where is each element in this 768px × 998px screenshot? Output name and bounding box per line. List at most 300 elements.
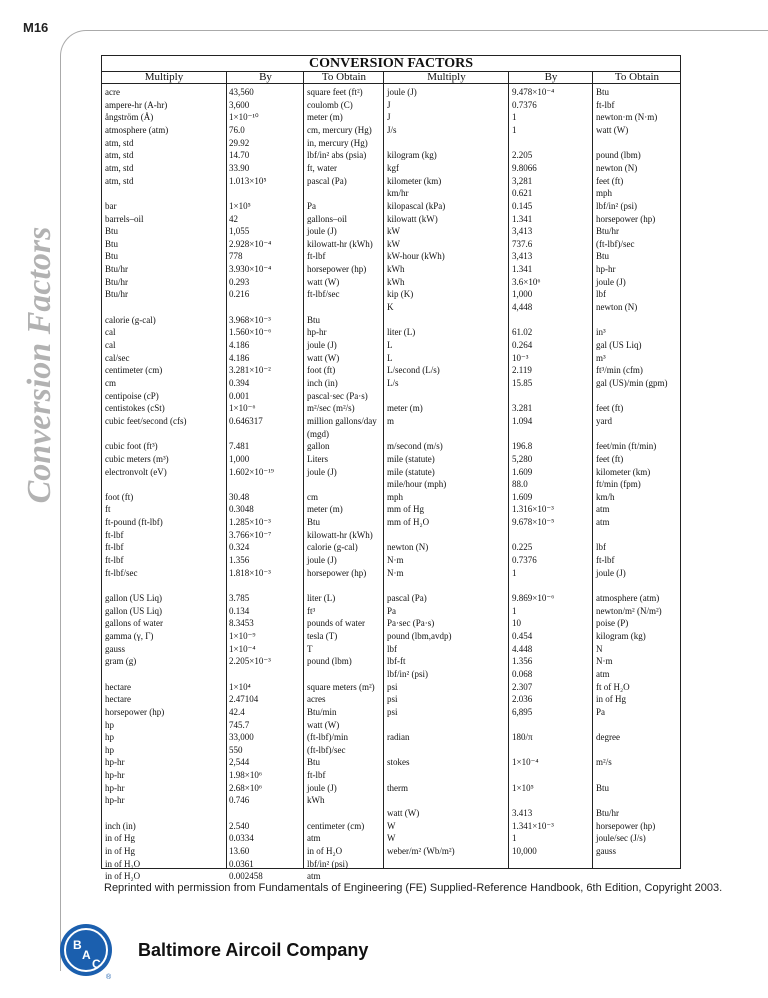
table-cell: mile (statute) xyxy=(387,466,435,477)
table-cell: 4.448 xyxy=(512,643,533,654)
table-cell: ft³/min (cfm) xyxy=(596,365,643,376)
table-cell: N·m xyxy=(387,555,404,566)
table-cell: kip (K) xyxy=(387,289,414,300)
table-cell: 0.324 xyxy=(229,542,250,553)
table-cell: barrels–oil xyxy=(105,213,144,224)
table-cell: ft-lbf xyxy=(105,555,124,566)
table-cell: 1.285×10⁻³ xyxy=(229,517,271,528)
page-number: M16 xyxy=(23,20,49,35)
table-cell: in, mercury (Hg) xyxy=(307,137,368,148)
table-cell: N xyxy=(596,643,603,654)
table-cell: kilowatt-hr (kWh) xyxy=(307,238,373,249)
table-cell: 29.92 xyxy=(229,137,250,148)
table-cell: 2.205×10⁻³ xyxy=(229,656,271,667)
table-cell: joule/sec (J/s) xyxy=(596,833,646,844)
table-cell: pascal (Pa) xyxy=(307,175,347,186)
table-cell: N·m xyxy=(596,656,613,667)
table-cell: cm xyxy=(307,491,318,502)
table-cell: feet/min (ft/min) xyxy=(596,441,657,452)
table-cell: (ft-lbf)/min xyxy=(307,732,348,743)
table-cell: 61.02 xyxy=(512,327,533,338)
table-cell: atm xyxy=(596,504,610,515)
table-cell: in of Hg xyxy=(596,694,626,705)
table-cell: Btu xyxy=(596,782,610,793)
table-cell: foot (ft) xyxy=(105,491,134,502)
table-cell: 0.621 xyxy=(512,188,533,199)
table-title: CONVERSION FACTORS xyxy=(102,56,680,72)
table-cell: gallon (US Liq) xyxy=(105,593,162,603)
table-cell: J/s xyxy=(387,124,397,135)
table-cell: horsepower (hp) xyxy=(307,567,367,578)
table-cell: 1×10⁴ xyxy=(229,681,251,692)
table-cell: inch (in) xyxy=(105,820,136,831)
table-cell: horsepower (hp) xyxy=(307,264,367,275)
header-multiply-left: Multiply xyxy=(102,71,226,84)
table-cell: pascal (Pa) xyxy=(387,593,427,603)
table-cell: Pa xyxy=(387,605,396,616)
table-cell: 1,000 xyxy=(229,453,250,464)
table-cell: 1×10⁵ xyxy=(512,782,534,793)
table-cell: 0.7376 xyxy=(512,99,537,110)
table-cell: gallon xyxy=(307,441,330,452)
table-cell: ampere-hr (A-hr) xyxy=(105,99,168,110)
table-cell: m xyxy=(387,415,395,426)
table-cell: 0.001 xyxy=(229,390,250,401)
table-cell: 1.341 xyxy=(512,264,533,275)
table-cell: Btu/hr xyxy=(105,289,129,300)
table-cell: tesla (T) xyxy=(307,630,338,641)
table-cell: 1.341×10⁻³ xyxy=(512,820,554,831)
table-cell: Btu/hr xyxy=(596,808,620,819)
table-cell: centimeter (cm) xyxy=(307,820,365,831)
table-cell: 0.0361 xyxy=(229,858,254,869)
table-cell: cal xyxy=(105,340,116,350)
table-cell: in³ xyxy=(596,327,606,338)
table-cell: 88.0 xyxy=(512,479,528,490)
table-cell: atm, std xyxy=(105,175,134,186)
table-cell: 3.785 xyxy=(229,593,250,603)
table-cell: Btu xyxy=(105,238,119,249)
table-cell: 1×10⁻¹⁰ xyxy=(229,112,259,123)
table-cell: kilometer (km) xyxy=(596,466,651,477)
table-cell: 2.036 xyxy=(512,694,533,705)
table-cell: kilogram (kg) xyxy=(596,630,646,641)
table-cell: pound (lbm,avdp) xyxy=(387,630,452,641)
logo-letter-a: A xyxy=(82,948,91,962)
table-cell: J xyxy=(387,99,391,110)
logo-letter-b: B xyxy=(73,938,82,952)
table-cell: (mgd) xyxy=(307,428,329,439)
table-cell: psi xyxy=(387,706,398,717)
table-cell: square feet (ft²) xyxy=(307,87,363,97)
table-cell: 76.0 xyxy=(229,124,245,135)
header-multiply-right: Multiply xyxy=(383,71,509,84)
table-cell: Btu xyxy=(105,251,119,262)
side-title: Conversion Factors xyxy=(21,226,58,504)
table-cell: atm xyxy=(307,871,321,882)
table-cell: 1.609 xyxy=(512,466,533,477)
table-cell: 745.7 xyxy=(229,719,250,730)
table-cell: liter (L) xyxy=(387,327,416,338)
table-cell: hectare xyxy=(105,694,131,705)
table-cell: joule (J) xyxy=(596,276,626,287)
table-cell: in of H₂O xyxy=(105,871,141,882)
table-cell: atmosphere (atm) xyxy=(105,124,169,135)
table-cell: watt (W) xyxy=(596,124,629,135)
table-cell: Btu xyxy=(307,517,321,528)
table-cell: calorie (g-cal) xyxy=(307,542,358,553)
table-cell: lbf-ft xyxy=(387,656,406,667)
table-cell: degree xyxy=(596,732,620,743)
table-cell: watt (W) xyxy=(307,719,340,730)
table-cell: cal xyxy=(105,327,116,338)
table-cell: hp xyxy=(105,732,114,743)
table-cell: therm xyxy=(387,782,408,793)
table-cell: m/second (m/s) xyxy=(387,441,443,452)
table-cell: 9.8066 xyxy=(512,162,537,173)
table-cell: (ft-lbf)/sec xyxy=(307,744,346,755)
table-cell: hp-hr xyxy=(105,795,125,806)
table-cell: foot (ft) xyxy=(307,365,336,376)
table-cell: 1.013×10⁵ xyxy=(229,175,267,186)
table-cell: 1 xyxy=(512,833,517,844)
table-cell: atmosphere (atm) xyxy=(596,593,660,603)
table-cell: 0.068 xyxy=(512,668,533,679)
table-cell: newton (N) xyxy=(387,542,429,553)
table-cell: newton/m² (N/m²) xyxy=(596,605,662,616)
table-cell: Btu xyxy=(596,87,610,97)
table-cell: 1.98×10⁶ xyxy=(229,770,262,781)
table-cell: 0.002458 xyxy=(229,871,263,882)
table-cell: radian xyxy=(387,732,410,743)
table-cell: 3.281 xyxy=(512,403,533,414)
table-cell: gauss xyxy=(596,846,616,856)
table-cell: mile (statute) xyxy=(387,453,435,464)
table-cell: 33.90 xyxy=(229,162,250,173)
table-cell: W xyxy=(387,833,396,844)
table-cell: cm xyxy=(105,377,116,388)
table-cell: ft-lbf/sec xyxy=(307,289,340,300)
table-cell: gauss xyxy=(105,643,125,654)
table-cell: 0.394 xyxy=(229,377,250,388)
table-cell: pound (lbm) xyxy=(596,150,641,161)
table-cell: 0.225 xyxy=(512,542,533,553)
table-cell: lbf xyxy=(596,289,606,300)
table-cell: 1.094 xyxy=(512,415,533,426)
table-cell: J xyxy=(387,112,391,123)
table-cell: mile/hour (mph) xyxy=(387,479,447,490)
table-cell: newton·m (N·m) xyxy=(596,112,658,123)
table-cell: mm of H₂O xyxy=(387,517,430,528)
logo-letter-c: C xyxy=(92,957,101,971)
table-cell: 42.4 xyxy=(229,706,245,717)
table-cell: 1.356 xyxy=(512,656,533,667)
table-cell: lbf xyxy=(596,542,606,553)
table-cell: pascal·sec (Pa·s) xyxy=(307,390,368,401)
table-cell: gallons–oil xyxy=(307,213,347,224)
table-cell: 1×10⁻⁶ xyxy=(229,403,256,414)
table-cell: kWh xyxy=(307,795,325,806)
table-cell: 9.869×10⁻⁶ xyxy=(512,593,555,603)
table-cell: ft-pound (ft-lbf) xyxy=(105,517,163,528)
table-cell: m²/s xyxy=(596,757,612,768)
table-cell: 1.602×10⁻¹⁹ xyxy=(229,466,274,477)
table-cell: 9.478×10⁻⁴ xyxy=(512,87,555,97)
table-cell: 4,448 xyxy=(512,302,533,313)
table-cell: 1.356 xyxy=(229,555,250,566)
table-cell: 1 xyxy=(512,605,517,616)
table-cell: L/second (L/s) xyxy=(387,365,440,376)
table-cell: 0.264 xyxy=(512,340,533,350)
table-cell: km/hr xyxy=(387,188,409,199)
header-obtain-left: To Obtain xyxy=(303,71,384,84)
table-cell: 2.68×10⁶ xyxy=(229,782,262,793)
table-cell: 2.119 xyxy=(512,365,532,376)
table-cell: pounds of water xyxy=(307,618,365,629)
table-cell: 1.341 xyxy=(512,213,533,224)
table-cell: acres xyxy=(307,694,326,705)
table-cell: 1.609 xyxy=(512,491,533,502)
table-cell: calorie (g-cal) xyxy=(105,314,156,325)
table-cell: 550 xyxy=(229,744,243,755)
table-cell: 1×10⁻⁴ xyxy=(512,757,539,768)
table-cell: kW xyxy=(387,226,400,237)
table-cell: 3.968×10⁻³ xyxy=(229,314,271,325)
table-cell: cubic meters (m³) xyxy=(105,453,169,464)
table-cell: Btu xyxy=(105,226,119,237)
table-cell: 5,280 xyxy=(512,453,533,464)
table-cell: weber/m² (Wb/m²) xyxy=(387,846,455,856)
table-cell: in of Hg xyxy=(105,846,135,856)
table-cell: mm of Hg xyxy=(387,504,424,515)
table-cell: poise (P) xyxy=(596,618,629,629)
table-cell: lbf/in² (psi) xyxy=(387,668,428,679)
table-cell: psi xyxy=(387,694,398,705)
table-cell: 0.454 xyxy=(512,630,533,641)
table-cell: hp xyxy=(105,719,114,730)
table-cell: joule (J) xyxy=(307,782,337,793)
table-cell: cm, mercury (Hg) xyxy=(307,124,372,135)
table-cell: feet (ft) xyxy=(596,403,624,414)
table-cell: 13.60 xyxy=(229,846,250,856)
table-cell: gram (g) xyxy=(105,656,137,667)
table-cell: yard xyxy=(596,415,612,426)
table-cell: centimeter (cm) xyxy=(105,365,163,376)
header-by-right: By xyxy=(508,71,593,84)
table-cell: 33,000 xyxy=(229,732,254,743)
table-cell: meter (m) xyxy=(387,403,423,414)
table-cell: 2.540 xyxy=(229,820,250,831)
table-cell: gallon (US Liq) xyxy=(105,605,162,616)
table-cell: joule (J) xyxy=(307,466,337,477)
table-cell: kilowatt (kW) xyxy=(387,213,438,224)
table-cell: 1 xyxy=(512,124,517,135)
table-cell: Pa xyxy=(307,200,316,211)
table-cell: 1,055 xyxy=(229,226,250,237)
table-cell: m²/sec (m²/s) xyxy=(307,403,355,414)
table-cell: lbf/in² (psi) xyxy=(596,200,637,211)
table-cell: kW xyxy=(387,238,400,249)
table-cell: hp-hr xyxy=(596,264,616,275)
table-cell: in of H₂O xyxy=(307,846,343,856)
table-cell: Btu/hr xyxy=(105,264,129,275)
table-cell: 3,600 xyxy=(229,99,250,110)
table-cell: watt (W) xyxy=(387,808,420,819)
table-cell: psi xyxy=(387,681,398,692)
table-cell: kilometer (km) xyxy=(387,175,442,186)
table-cell: 0.134 xyxy=(229,605,250,616)
table-cell: m³ xyxy=(596,352,606,363)
table-cell: joule (J) xyxy=(307,340,337,350)
table-cell: 1.316×10⁻³ xyxy=(512,504,554,515)
table-cell: coulomb (C) xyxy=(307,99,353,110)
table-cell: 43,560 xyxy=(229,87,254,97)
table-cell: horsepower (hp) xyxy=(596,213,656,224)
table-cell: hp-hr xyxy=(105,770,125,781)
table-cell: Liters xyxy=(307,453,328,464)
table-cell: joule (J) xyxy=(307,226,337,237)
table-cell: 30.48 xyxy=(229,491,250,502)
table-cell: Pa·sec (Pa·s) xyxy=(387,618,435,629)
table-cell: ångström (Å) xyxy=(105,112,154,123)
table-cell: 2.928×10⁻⁴ xyxy=(229,238,272,249)
table-cell: atm xyxy=(596,668,610,679)
table-cell: centipoise (cP) xyxy=(105,390,159,401)
table-cell: pound (lbm) xyxy=(307,656,352,667)
table-cell: 10 xyxy=(512,618,521,629)
table-cell: electronvolt (eV) xyxy=(105,466,167,477)
table-cell: meter (m) xyxy=(307,504,343,515)
table-cell: watt (W) xyxy=(307,276,340,287)
table-cell: lbf xyxy=(387,643,397,654)
table-cell: gamma (γ, Γ) xyxy=(105,630,154,641)
table-cell: 3.6×10⁶ xyxy=(512,276,541,287)
table-cell: Btu xyxy=(596,251,610,262)
table-cell: T xyxy=(307,643,313,654)
table-cell: 180/π xyxy=(512,732,533,743)
table-cell: 737.6 xyxy=(512,238,533,249)
table-cell: km/h xyxy=(596,491,615,502)
table-cell: ft of H₂O xyxy=(596,681,630,692)
table-cell: Btu xyxy=(307,314,321,325)
table-cell: ft³ xyxy=(307,605,316,616)
credit-note: Reprinted with permission from Fundamentals of Engineering (FE) Supplied-Reference Handbook, 6th Edition, Copyright 2003. xyxy=(104,882,723,894)
table-cell: mph xyxy=(387,491,404,502)
table-cell: horsepower (hp) xyxy=(105,706,165,717)
bac-logo xyxy=(58,922,116,980)
table-cell: W xyxy=(387,820,396,831)
table-cell: square meters (m²) xyxy=(307,681,375,692)
table-cell: newton (N) xyxy=(596,302,638,313)
table-cell: kWh xyxy=(387,264,405,275)
table-cell: gal (US Liq) xyxy=(596,340,642,350)
table-cell: ft, water xyxy=(307,162,337,173)
table-cell: inch (in) xyxy=(307,377,338,388)
table-cell: 2.307 xyxy=(512,681,533,692)
table-cell: 0.145 xyxy=(512,200,533,211)
table-cell: 10,000 xyxy=(512,846,537,856)
table-cell: ft xyxy=(105,504,111,515)
table-cell: 14.70 xyxy=(229,150,250,161)
table-cell: 3,413 xyxy=(512,251,533,262)
table-cell: cubic feet/second (cfs) xyxy=(105,415,187,426)
table-cell: 4.186 xyxy=(229,352,250,363)
table-cell: L xyxy=(387,340,393,350)
table-cell: 2.205 xyxy=(512,150,533,161)
table-cell: L/s xyxy=(387,377,399,388)
table-cell: ft-lbf xyxy=(596,555,615,566)
header-by-left: By xyxy=(226,71,304,84)
table-cell: newton (N) xyxy=(596,162,638,173)
table-cell: 0.216 xyxy=(229,289,250,300)
table-cell: 3.766×10⁻⁷ xyxy=(229,529,272,540)
table-cell: kWh xyxy=(387,276,405,287)
table-cell: Pa xyxy=(596,706,605,717)
table-cell: kilopascal (kPa) xyxy=(387,200,446,211)
table-cell: 0.3048 xyxy=(229,504,254,515)
table-cell: 1,000 xyxy=(512,289,533,300)
table-cell: atm, std xyxy=(105,150,134,161)
company-name: Baltimore Aircoil Company xyxy=(138,940,369,960)
table-cell: liter (L) xyxy=(307,593,336,603)
table-cell: Btu/hr xyxy=(105,276,129,287)
table-cell: lbf/in² (psi) xyxy=(307,858,348,869)
table-cell: acre xyxy=(105,87,120,97)
table-cell: 778 xyxy=(229,251,243,262)
table-cell: kilogram (kg) xyxy=(387,150,437,161)
table-cell: 1.560×10⁻⁶ xyxy=(229,327,272,338)
conversion-table xyxy=(101,55,681,882)
registered-mark: ® xyxy=(106,974,112,980)
table-cell: 0.293 xyxy=(229,276,250,287)
table-cell: stokes xyxy=(387,757,410,768)
table-cell: 2.47104 xyxy=(229,694,259,705)
table-cell: ft-lbf/sec xyxy=(105,567,138,578)
table-cell: 1×10⁻⁹ xyxy=(229,630,256,641)
table-cell: centistokes (cSt) xyxy=(105,403,165,414)
table-cell: Btu/hr xyxy=(596,226,620,237)
table-cell: bar xyxy=(105,200,117,211)
table-cell: 1×10⁻⁴ xyxy=(229,643,256,654)
table-cell: joule (J) xyxy=(307,555,337,566)
table-cell: mph xyxy=(596,188,613,199)
table-cell: 8.3453 xyxy=(229,618,254,629)
table-cell: 15.85 xyxy=(512,377,533,388)
table-cell: Btu/min xyxy=(307,706,337,717)
table-cell: 4.186 xyxy=(229,340,250,350)
table-cell: hp-hr xyxy=(105,782,125,793)
table-cell: cubic foot (ft³) xyxy=(105,441,158,452)
table-cell: hp-hr xyxy=(105,757,125,768)
table-cell: 6,895 xyxy=(512,706,533,717)
table-cell: ft/min (fpm) xyxy=(596,479,641,490)
table-cell: 3,413 xyxy=(512,226,533,237)
table-cell: 0.0334 xyxy=(229,833,254,844)
table-cell: horsepower (hp) xyxy=(596,820,656,831)
table-cell: gal (US)/min (gpm) xyxy=(596,377,668,388)
table-cell: hp-hr xyxy=(307,327,327,338)
table-cell: ft-lbf xyxy=(596,99,615,110)
table-cell: K xyxy=(387,302,394,313)
table-cell: 0.746 xyxy=(229,795,250,806)
table-cell: hectare xyxy=(105,681,131,692)
table-cell: hp xyxy=(105,744,114,755)
table-cell: ft-lbf xyxy=(307,770,326,781)
table-cell: atm, std xyxy=(105,137,134,148)
table-cell: million gallons/day xyxy=(307,415,377,426)
header-obtain-right: To Obtain xyxy=(592,71,681,84)
table-cell: atm xyxy=(596,517,610,528)
